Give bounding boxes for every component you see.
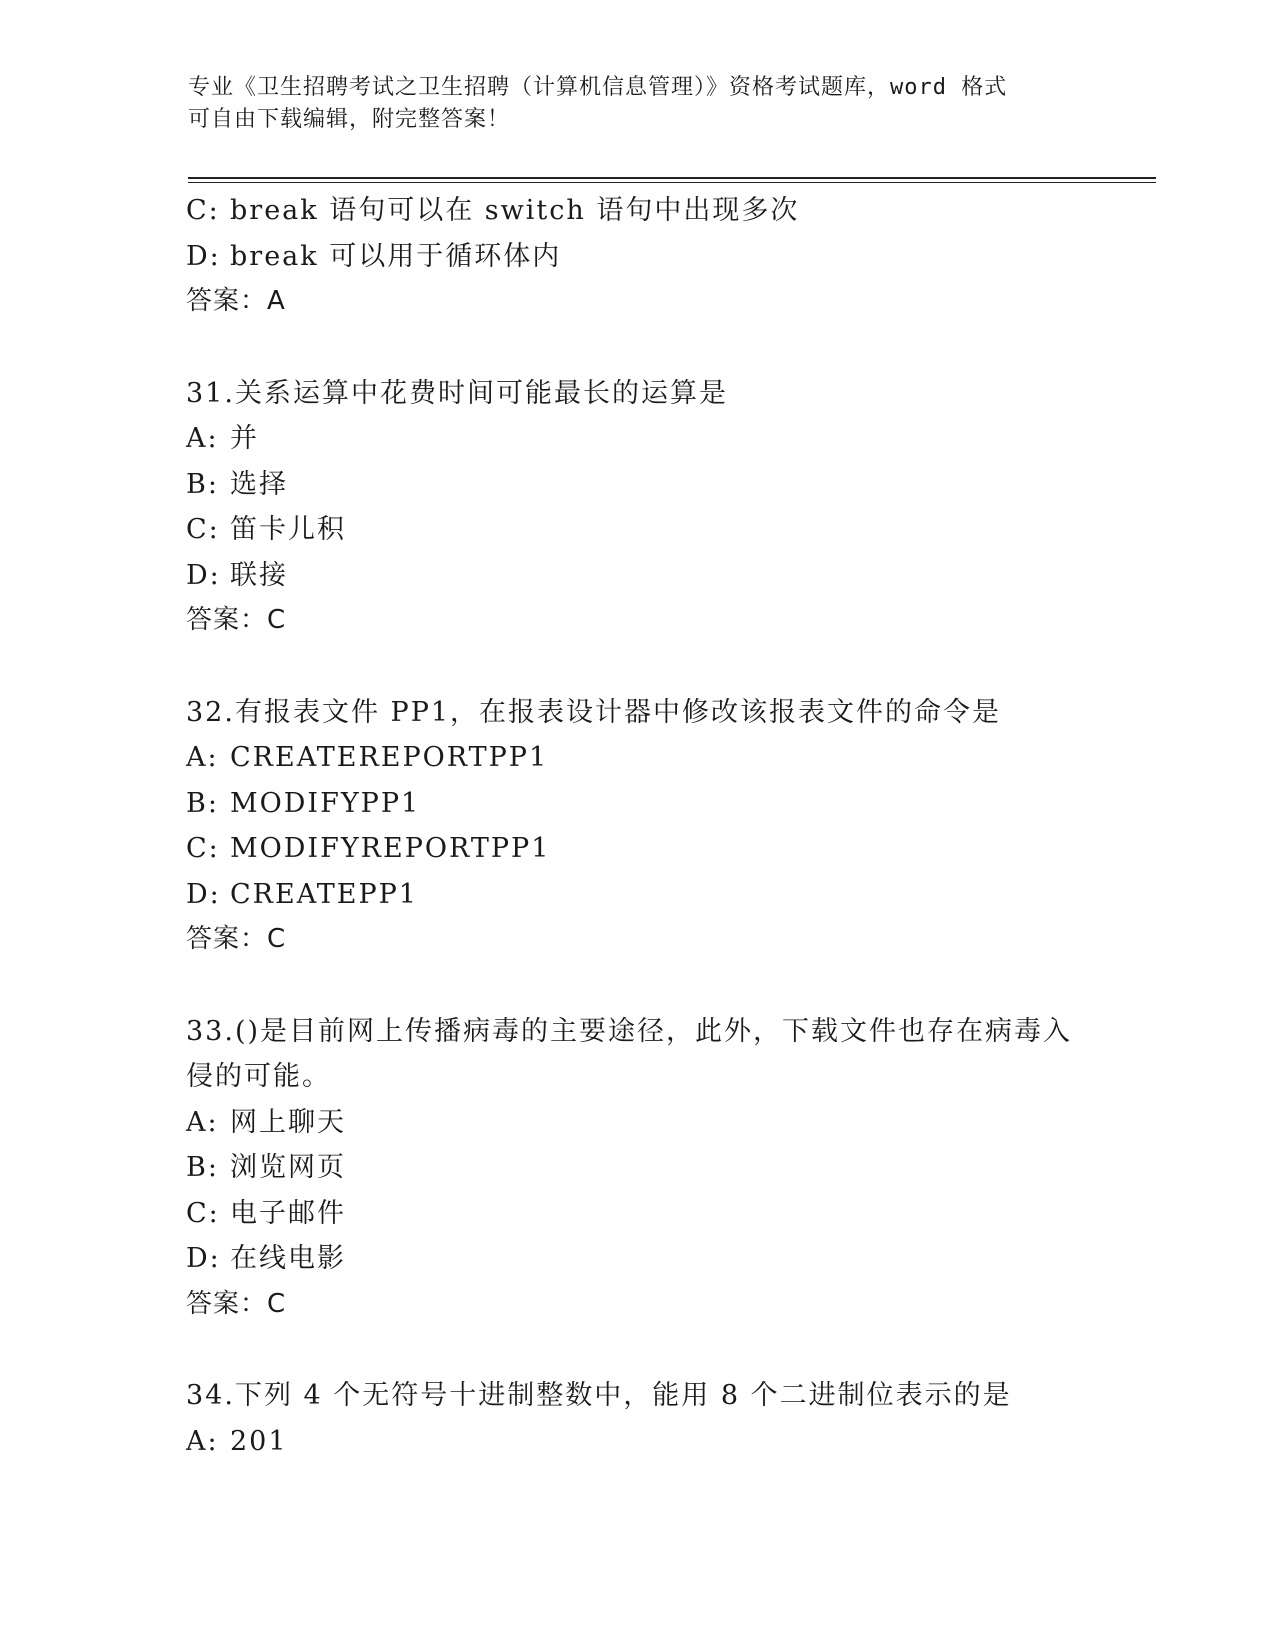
option-c: C: break 语句可以在 switch 语句中出现多次 [186,195,800,226]
option-c: C: 笛卡儿积 [186,514,346,545]
header-divider-bottom [188,182,1156,183]
answer-label: 答案：C [186,605,287,635]
option-d: D: 在线电影 [186,1243,346,1274]
option-b: B: MODIFYPP1 [186,787,421,819]
option-a: A: 并 [186,423,259,454]
question-list [186,188,1086,1464]
answer-label: 答案：C [186,1288,287,1319]
question-stem: 33.()是目前网上传播病毒的主要途径，此外，下载文件也存在病毒入 [186,1015,1073,1047]
option-a: A: 201 [186,1425,288,1457]
option-d: D: 联接 [186,559,288,591]
question-block-33 [186,1009,1086,1328]
question-block-31 [186,371,1086,644]
document-header [188,72,1068,136]
header-line-1: 专业《卫生招聘考试之卫生招聘（计算机信息管理）》资格考试题库，word 格式 [188,75,1008,100]
option-c: C: 电子邮件 [186,1197,346,1229]
answer-label: 答案：A [186,286,286,316]
question-stem-continued: 侵的可能。 [186,1061,331,1092]
option-b: B: 选择 [186,468,288,500]
question-stem: 34.下列 4 个无符号十进制整数中，能用 8 个二进制位表示的是 [186,1380,1012,1411]
question-block-34 [186,1373,1086,1464]
question-block-30 [186,188,1086,325]
option-a: A: 网上聊天 [186,1106,346,1138]
option-c: C: MODIFYREPORTPP1 [186,833,551,864]
header-divider-top [188,177,1156,179]
option-a: A: CREATEREPORTPP1 [186,742,549,773]
option-d: D: break 可以用于循环体内 [186,240,562,272]
question-block-32 [186,690,1086,963]
question-stem: 31.关系运算中花费时间可能最长的运算是 [186,377,728,409]
answer-label: 答案：C [186,924,287,954]
option-b: B: 浏览网页 [186,1152,346,1183]
question-stem: 32.有报表文件 PP1，在报表设计器中修改该报表文件的命令是 [186,696,1002,728]
header-line-2: 可自由下载编辑，附完整答案！ [188,107,511,132]
option-d: D: CREATEPP1 [186,878,418,910]
